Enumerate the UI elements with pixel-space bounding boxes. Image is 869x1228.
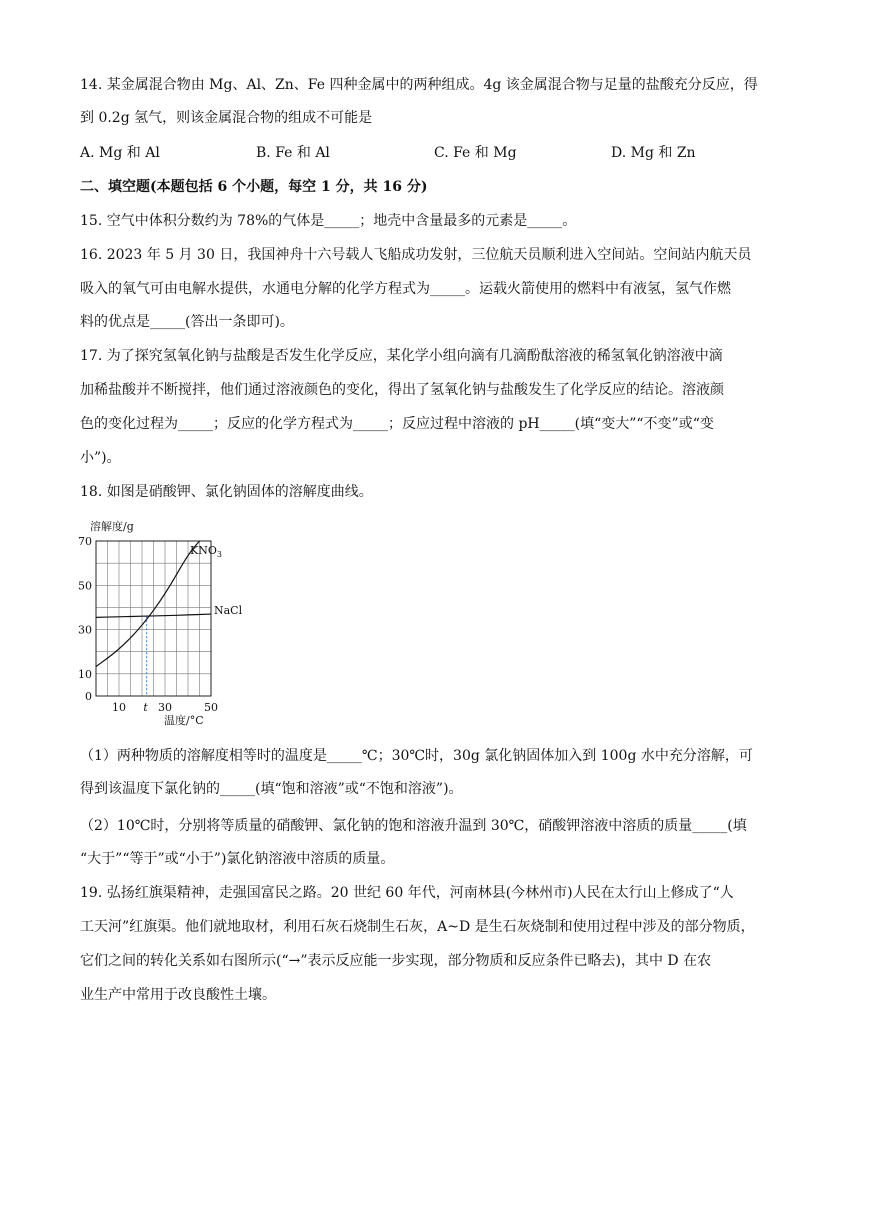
series-label-kno3-subscript: 3	[216, 550, 222, 559]
x-tick-label: 30	[158, 701, 172, 714]
x-tick-label: 10	[112, 701, 126, 714]
q16-line-1: 16. 2023 年 5 月 30 日，我国神舟十六号载人飞船成功发射，三位航天员顺利进入空间站。空间站内航天员	[80, 247, 752, 263]
y-tick-label: 0	[85, 690, 92, 703]
q18-sub2-line-2: “大于”“等于”或“小于”)氯化钠溶液中溶质的质量。	[80, 851, 395, 867]
option-b[interactable]: B. Fe 和 Al	[256, 145, 330, 161]
option-d[interactable]: D. Mg 和 Zn	[611, 145, 696, 161]
q18-sub2-line-1: （2）10℃时，分别将等质量的硝酸钾、氯化钠的饱和溶液升温到 30℃，硝酸钾溶液中溶质的质量_____(填	[80, 818, 747, 834]
y-axis-label: 溶解度/g	[90, 520, 134, 533]
q14-line-1: 14. 某金属混合物由 Mg、Al、Zn、Fe 四种金属中的两种组成。4g 该金属混合物与足量的盐酸充分反应，得	[80, 77, 758, 93]
q19-line-2: 工天河”红旗渠。他们就地取材，利用石灰石烧制生石灰，A~D 是生石灰烧制和使用过程中涉及的部分物质，	[80, 919, 755, 935]
y-tick-label: 30	[78, 623, 92, 637]
q19-line-4: 业生产中常用于改良酸性土壤。	[80, 987, 276, 1003]
x-tick-label: 50	[204, 701, 218, 714]
y-tick-label: 10	[78, 667, 92, 681]
q18-sub1-line-1: （1）两种物质的溶解度相等时的温度是_____℃；30℃时，30g 氯化钠固体加入到 100g 水中充分溶解，可	[80, 748, 753, 764]
q19-line-1: 19. 弘扬红旗渠精神，走强国富民之路。20 世纪 60 年代，河南林县(今林州市)人民在太行山上修成了“人	[80, 885, 734, 901]
q18-sub1-line-2: 得到该温度下氯化钠的_____(填“饱和溶液”或“不饱和溶液”)。	[80, 781, 463, 797]
q14-options	[80, 140, 792, 166]
x-axis-label: 温度/°C	[164, 714, 204, 727]
solubility-chart-svg	[78, 512, 254, 728]
series-label-nacl: NaCl	[214, 604, 243, 617]
option-c[interactable]: C. Fe 和 Mg	[434, 145, 517, 161]
q15: 15. 空气中体积分数约为 78%的气体是_____；地壳中含量最多的元素是_____。	[80, 213, 577, 229]
option-a[interactable]: A. Mg 和 Al	[80, 145, 160, 161]
q17-line-1: 17. 为了探究氢氧化钠与盐酸是否发生化学反应，某化学小组向滴有几滴酚酞溶液的稀氢氧化钠溶液中滴	[80, 348, 723, 364]
q18-stem: 18. 如图是硝酸钾、氯化钠固体的溶解度曲线。	[80, 484, 373, 500]
q17-line-3: 色的变化过程为_____；反应的化学方程式为_____；反应过程中溶液的 pH_____(填“变大”“不变”或“变	[80, 416, 714, 432]
y-tick-label: 70	[78, 535, 92, 548]
solubility-chart	[78, 512, 254, 728]
q17-line-4: 小”)。	[80, 450, 121, 466]
q16-line-3: 料的优点是_____(答出一条即可)。	[80, 314, 294, 330]
y-tick-label: 50	[78, 579, 92, 593]
series-line-kno3	[96, 541, 200, 667]
x-marker-label: t	[143, 701, 148, 714]
section-2-heading: 二、填空题(本题包括 6 个小题，每空 1 分，共 16 分)	[80, 179, 428, 195]
series-label-kno3: $KNO_3$	[190, 544, 222, 559]
q19-line-3: 它们之间的转化关系如右图所示(“→”表示反应能一步实现，部分物质和反应条件已略去)，其中 D 在农	[80, 953, 712, 969]
q14-line-2: 到 0.2g 氢气，则该金属混合物的组成不可能是	[80, 110, 373, 126]
q17-line-2: 加稀盐酸并不断搅拌，他们通过溶液颜色的变化，得出了氢氧化钠与盐酸发生了化学反应的结论。溶液颜	[80, 382, 724, 398]
q16-line-2: 吸入的氧气可由电解水提供，水通电分解的化学方程式为_____。运载火箭使用的燃料中有液氢，氢气作燃	[80, 281, 731, 297]
